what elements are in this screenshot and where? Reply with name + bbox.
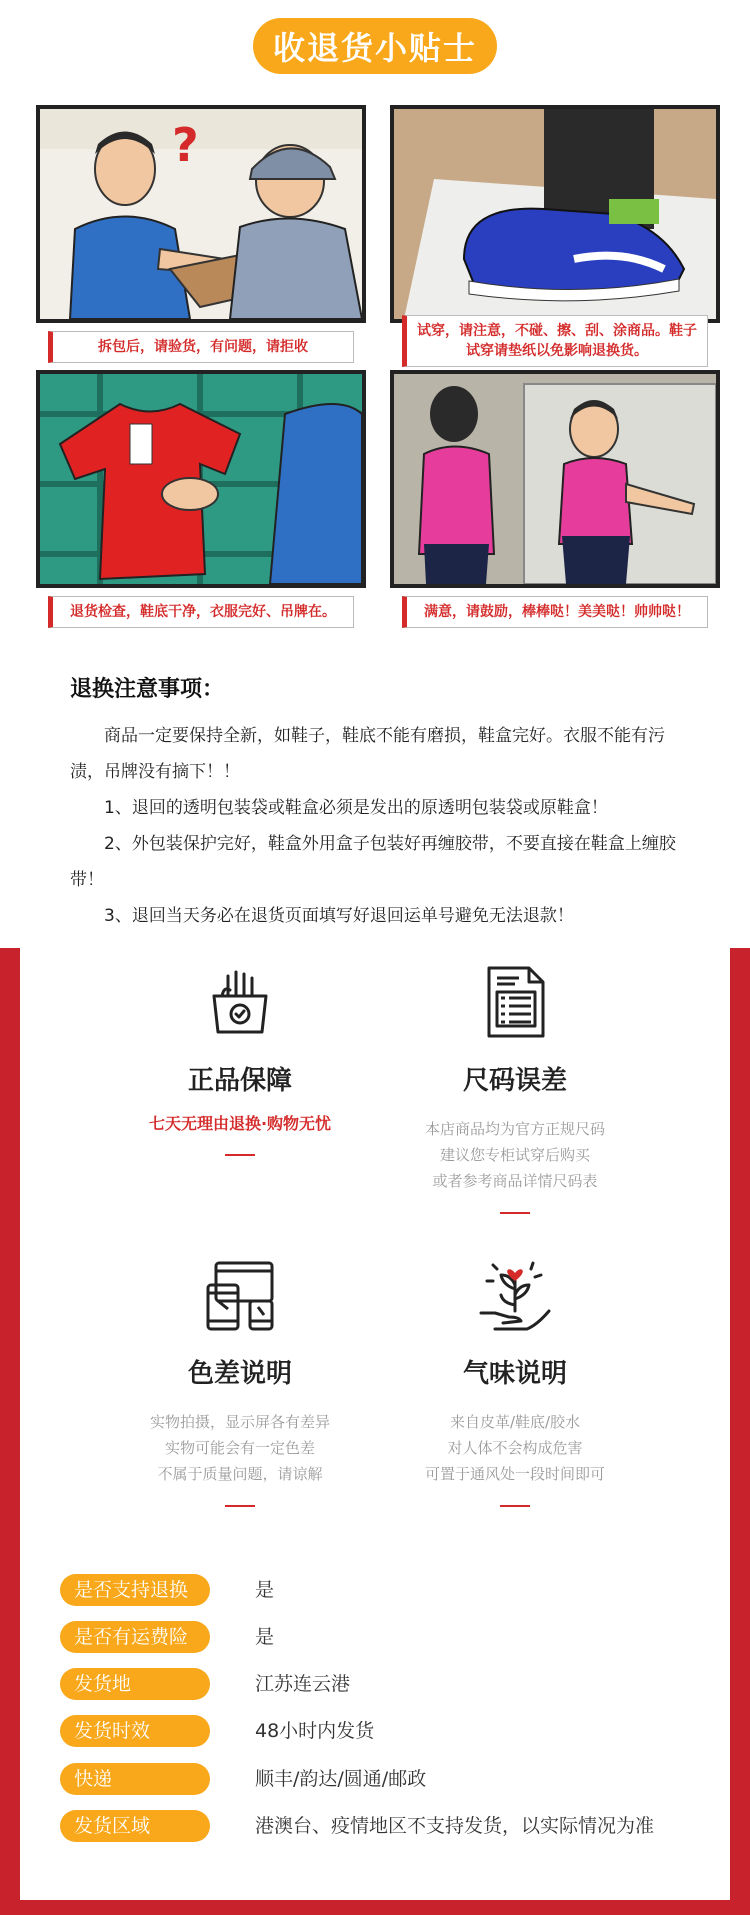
info-value: 顺丰/韵达/圆通/邮政 — [255, 1768, 427, 1790]
feature-subtitle: 七天无理由退换·购物无忧 — [148, 1114, 332, 1133]
feature-title: 色差说明 — [187, 1359, 292, 1389]
feature-desc-line: 实物可能会有一定色差 — [164, 1439, 315, 1457]
shopping-bag-icon — [200, 962, 280, 1042]
feature-desc-line: 或者参考商品详情尺码表 — [432, 1172, 598, 1190]
info-label: 发货地 — [60, 1668, 210, 1700]
feature-title: 正品保障 — [187, 1066, 292, 1096]
feature-desc — [90, 1409, 390, 1487]
illustration-shoe — [390, 105, 720, 323]
illustration-courier — [36, 105, 366, 323]
feature-desc-line: 可置于通风处一段时间即可 — [424, 1465, 605, 1483]
info-row-origin — [60, 1668, 700, 1700]
svg-text:?: ? — [172, 118, 199, 172]
info-value: 江苏连云港 — [255, 1673, 351, 1695]
notes-paragraph: 商品一定要保持全新，如鞋子，鞋底不能有磨损，鞋盒完好。衣服不能有污渍，吊牌没有摘下！！ — [70, 726, 665, 782]
page-title: 收退货小贴士 — [253, 18, 497, 74]
info-label: 快递 — [60, 1763, 210, 1795]
divider — [225, 1154, 255, 1156]
feature-smell — [365, 1255, 665, 1507]
info-value: 是 — [255, 1626, 275, 1648]
comic-panel-satisfied — [390, 370, 720, 670]
divider — [500, 1505, 530, 1507]
feature-desc — [365, 1409, 665, 1487]
illustration-mirror — [390, 370, 720, 588]
comic-panel-try-on — [390, 105, 720, 405]
feature-desc-line: 实物拍摄，显示屏各有差异 — [149, 1413, 330, 1431]
info-row-area — [60, 1810, 700, 1842]
comic-panel-inspect — [36, 105, 366, 405]
info-row-courier — [60, 1763, 700, 1795]
panel-caption: 满意，请鼓励，棒棒哒！美美哒！帅帅哒！ — [402, 596, 708, 628]
feature-desc-line: 来自皮革/鞋底/胶水 — [449, 1413, 581, 1431]
feature-size — [365, 962, 665, 1214]
panel-caption: 退货检查，鞋底干净，衣服完好、吊牌在。 — [48, 596, 354, 628]
feature-desc-line: 本店商品均为官方正规尺码 — [424, 1120, 605, 1138]
info-value: 是 — [255, 1579, 275, 1601]
info-row-return — [60, 1574, 700, 1606]
divider — [500, 1212, 530, 1214]
illustration-shirt — [36, 370, 366, 588]
info-label: 是否有运费险 — [60, 1621, 210, 1653]
feature-title: 尺码误差 — [462, 1066, 567, 1096]
document-list-icon — [475, 962, 555, 1042]
divider — [225, 1505, 255, 1507]
feature-desc-line: 对人体不会构成危害 — [447, 1439, 583, 1457]
feature-desc-line: 建议您专柜试穿后购买 — [439, 1146, 590, 1164]
info-label: 是否支持退换 — [60, 1574, 210, 1606]
feature-desc — [365, 1116, 665, 1194]
feature-desc-line: 不属于质量问题，请谅解 — [157, 1465, 323, 1483]
notes-paragraph: 3、退回当天务必在退货页面填写好退回运单号避免无法退款！ — [104, 906, 574, 926]
feature-color — [90, 1255, 390, 1507]
panel-caption: 拆包后，请验货，有问题，请拒收 — [48, 331, 354, 363]
info-label: 发货时效 — [60, 1715, 210, 1747]
feature-authentic — [90, 962, 390, 1156]
feature-title: 气味说明 — [462, 1359, 567, 1389]
panel-caption: 试穿，请注意，不碰、擦、刮、涂商品。鞋子试穿请垫纸以免影响退换货。 — [402, 315, 708, 367]
info-row-dispatch-time — [60, 1715, 700, 1747]
notes-heading: 退换注意事项： — [70, 677, 225, 702]
notes-paragraph: 1、退回的透明包装袋或鞋盒必须是发出的原透明包装袋或原鞋盒！ — [104, 798, 608, 818]
notes-body — [70, 718, 680, 934]
comic-panel-return-check — [36, 370, 366, 670]
notes-paragraph: 2、外包装保护完好，鞋盒外用盒子包装好再缠胶带，不要直接在鞋盒上缠胶带！ — [70, 834, 676, 890]
plant-hand-icon — [475, 1255, 555, 1335]
devices-icon — [200, 1255, 280, 1335]
info-value: 48小时内发货 — [255, 1720, 375, 1742]
info-row-insurance — [60, 1621, 700, 1653]
info-label: 发货区域 — [60, 1810, 210, 1842]
info-value: 港澳台、疫情地区不支持发货，以实际情况为准 — [255, 1815, 655, 1837]
